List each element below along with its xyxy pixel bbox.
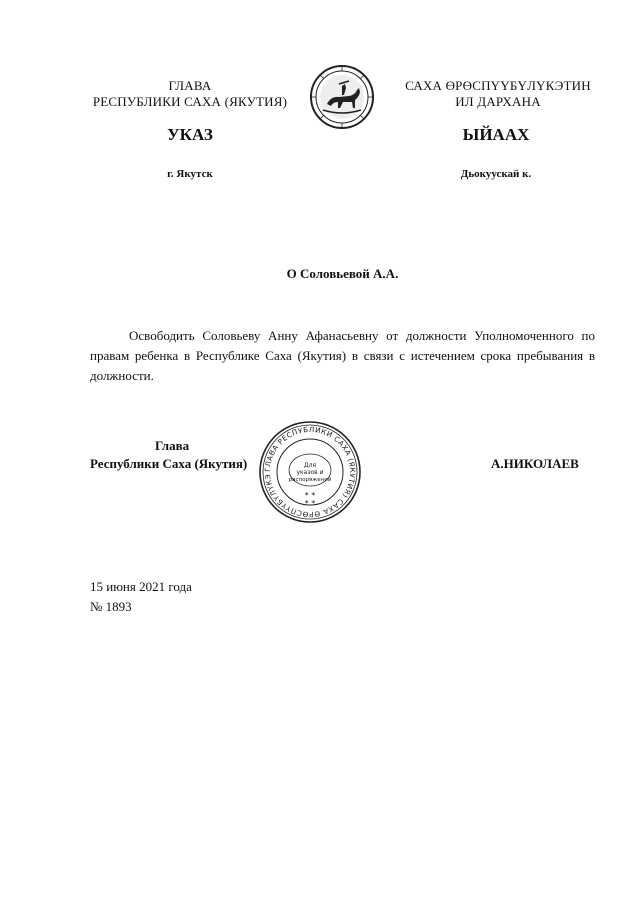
header-left-line2: РЕСПУБЛИКИ САХА (ЯКУТИЯ) — [92, 94, 288, 109]
title-ukaz: УКАЗ — [167, 125, 213, 144]
city-left: г. Якутск — [167, 168, 213, 180]
decree-subject: О Соловьевой А.А. — [286, 266, 399, 281]
svg-text:* *: * * — [304, 499, 316, 508]
svg-text:указов и: указов и — [296, 469, 324, 476]
header-right-line2: ИЛ ДАРХАНА — [455, 94, 541, 109]
signature-role-line1: Глава — [155, 438, 190, 453]
seal-ring-text: ГЛАВА РЕСПУБЛИКИ САХА (ЯКУТИЯ) САХА ӨРӨСПҮҮБҮЛҮКЭ — [262, 424, 358, 520]
title-yiaakh: ЫЙААХ — [462, 125, 530, 144]
official-seal-stamp — [258, 420, 362, 524]
svg-text:* *: * * — [304, 491, 316, 500]
svg-text:Для: Для — [303, 462, 317, 469]
city-right: Дьокуускай к. — [460, 168, 532, 180]
header-right-line1: САХА ӨРӨСПҮҮБҮЛҮКЭТИН — [405, 78, 591, 93]
header-left — [80, 78, 300, 110]
signature-name: А.НИКОЛАЕВ — [491, 456, 579, 471]
decree-number: № 1893 — [90, 599, 132, 614]
decree-body: Освободить Соловьеву Анну Афанасьевну от должности Уполномоченного по правам ребенка в Республике Саха (Якутия) в связи с истечением срока пребывания в должности. — [90, 328, 595, 383]
svg-text:распоряжений: распоряжений — [288, 477, 332, 483]
decree-date: 15 июня 2021 года — [90, 579, 192, 594]
header-left-line1: ГЛАВА — [168, 78, 212, 93]
coat-of-arms-emblem-icon — [309, 64, 375, 130]
header-right — [388, 78, 608, 110]
signature-role-line2: Республики Саха (Якутия) — [90, 456, 248, 471]
